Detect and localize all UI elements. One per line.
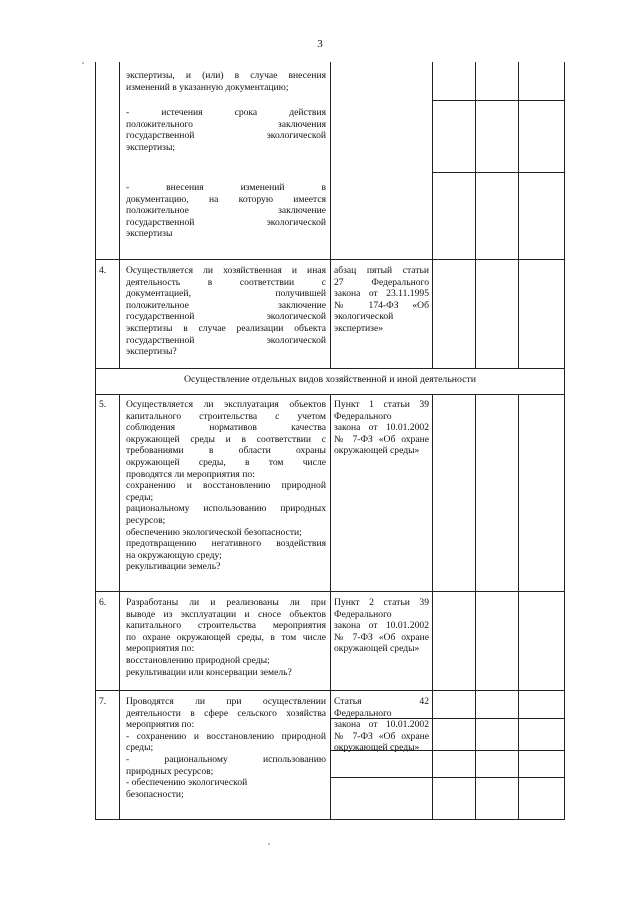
table-border-left <box>95 62 96 820</box>
col-divider-question <box>119 394 120 820</box>
row-divider <box>95 690 564 691</box>
row-divider <box>95 259 564 260</box>
reference-text: Пункт 2 статьи 39 Федерального закона от 10.01.2002 № 7-ФЗ «Об охране окружающей среды» <box>334 597 429 655</box>
row-divider <box>432 100 564 101</box>
col-divider-reference-end <box>432 62 433 368</box>
row-number: 5. <box>99 399 107 410</box>
question-text: Проводятся ли при осуществлении деятельности в сфере сельского хозяйства мероприятия по: - сохранению и восстановлению природной среды; - рациональному использованию природных ресурсов; - обеспечению экологической безопасности; <box>126 696 326 800</box>
cont-paragraph: - истечения срока действия положительного заключения государственной экологической экспертизы; <box>126 107 326 153</box>
row-number: 4. <box>99 265 107 276</box>
page-number: 3 <box>317 38 323 50</box>
scan-speck <box>82 62 84 64</box>
table-border-right <box>564 62 565 820</box>
col-divider-reference <box>330 62 331 368</box>
col-divider-reference <box>330 394 331 820</box>
col-divider-question <box>119 62 120 368</box>
col-divider-reference-end <box>432 394 433 820</box>
row-divider <box>95 368 564 369</box>
col-divider-a <box>475 62 476 368</box>
col-divider-b <box>518 62 519 368</box>
row-divider <box>95 591 564 592</box>
reference-text: Статья 42 Федерального закона от 10.01.2002 № 7-ФЗ «Об охране окружающей среды» <box>334 696 429 754</box>
cont-paragraph: - внесения изменений в документацию, на которую имеется положительное заключение государственной экологической экспертизы <box>126 182 326 240</box>
reference-text: Пункт 1 статьи 39 Федерального закона от 10.01.2002 № 7-ФЗ «Об охране окружающей среды» <box>334 399 429 457</box>
reference-text: абзац пятый статьи 27 Федерального закона от 23.11.1995 № 174-ФЗ «Об экологической экспертизе» <box>334 265 429 334</box>
question-text: Осуществляется ли эксплуатация объектов капитального строительства с учетом соблюдения нормативов качества окружающей среды и в соответствии с требованиями в области охраны окружающей среды, в том числе проводятся ли мероприятия по: сохранению и восстановлению природной среды; рациональному использованию природных ресурсов; обеспечению экологической безопасности; предотвращению негативного воздействия на окружающую среду; рекультивации земель? <box>126 399 326 573</box>
row-divider <box>432 172 564 173</box>
row-number: 7. <box>99 696 107 707</box>
scan-speck <box>268 843 270 845</box>
section-title: Осуществление отдельных видов хозяйственной и иной деятельности <box>183 374 477 385</box>
table-border-bottom <box>95 819 564 820</box>
col-divider-b <box>518 394 519 820</box>
cont-paragraph: экспертизы, и (или) в случае внесения изменений в указанную документацию; <box>126 70 326 93</box>
col-divider-a <box>475 394 476 820</box>
subrow-divider <box>330 777 564 778</box>
question-text: Осуществляется ли хозяйственная и иная деятельность в соответствии с документацией, получившей положительное заключение государственной экологической экспертизы в случае реализации объекта государственной экологической экспертизы? <box>126 265 326 358</box>
row-divider <box>95 394 564 395</box>
row-number: 6. <box>99 597 107 608</box>
question-text: Разработаны ли и реализованы ли при выводе из эксплуатации и сносе объектов капитального строительства мероприятия по охране окружающей среды, в том числе мероприятия по: восстановлению природной среды; рекультивации или консервации земель? <box>126 597 326 678</box>
